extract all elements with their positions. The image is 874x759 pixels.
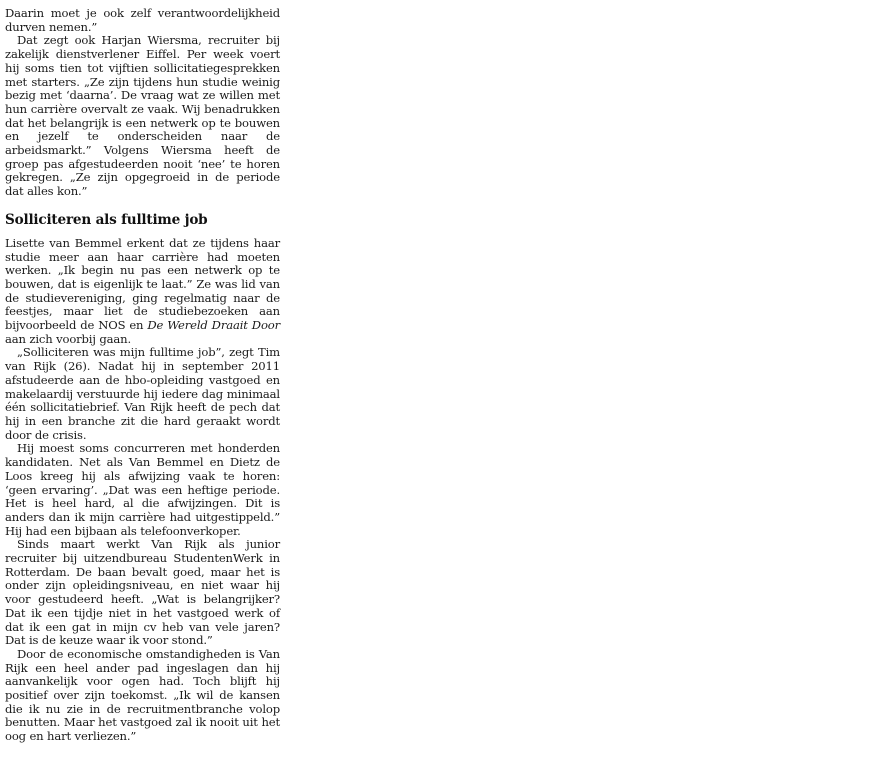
paragraph-intro-1: Daarin moet je ook zelf verantwoordelijkheid durven nemen.” <box>5 6 280 34</box>
paragraph-section-4: Sinds maart werkt Van Rijk als junior recruiter bij uitzendbureau StudentenWerk in Rotterdam. De baan bevalt goed, maar het is onder zijn opleidingsniveau, en niet waar hij voor gestudeerd heeft. „Wat is belangrijker? Dat ik een tijdje niet in het vastgoed werk of dat ik een gat in mijn cv heb van vele jaren? Dat is de keuze waar ik voor stond.” <box>5 537 280 648</box>
section-heading: Solliciteren als fulltime job <box>5 211 208 228</box>
paragraph-section-1-end: aan zich voorbij gaan. <box>5 331 131 346</box>
bottom-fade <box>0 745 290 759</box>
paragraph-section-5: Door de economische omstandigheden is Van Rijk een heel ander pad ingeslagen dan hij aanvankelijk voor ogen had. Toch blijft hij positief over zijn toekomst. „Ik wil de kansen die ik nu zie in de recruitmentbranche volop benutten. Maar het vastgoed zal ik nooit uit het oog en hart verliezen.” <box>5 646 280 744</box>
paragraph-section-3: Hij moest soms concurreren met honderden kandidaten. Net als Van Bemmel en Dietz de Loos kreeg hij als afwijzing vaak te horen: ‘geen ervaring’. „Dat was een heftige periode. Het is heel hard, al die afwijzingen. Dit is anders dan ik mijn carrière had uitgestippeld.” Hij had een bijbaan als telefoonverkoper. <box>5 441 280 538</box>
paragraph-intro-2: Dat zegt ook Harjan Wiersma, recruiter bij zakelijk dienstverlener Eiffel. Per week voert hij soms tien tot vijftien sollicitatiegesprekken met starters. „Ze zijn tijdens hun studie weinig bezig met ‘daarna’. De vraag wat ze willen met hun carrière overvalt ze vaak. Wij benadrukken dat het belangrijk is een netwerk op te bouwen en jezelf te onderscheiden naar de arbeidsmarkt.” Volgens Wiersma heeft de groep pas afgestudeerden nooit ‘nee’ te horen gekregen. „Ze zijn opgegroeid in de periode dat alles kon.” <box>5 33 280 199</box>
paragraph-section-1-start: Lisette van Bemmel erkent dat ze tijdens haar studie meer aan haar carrière had moeten werken. „Ik begin nu pas een netwerk op te bouwen, dat is eigenlijk te laat.” Ze was lid van de studievereniging, ging regelmatig naar de feestjes, maar liet de studiebezoeken aan bijvoorbeeld de NOS en <box>5 235 280 333</box>
program-title: De Wereld Draait Door <box>147 318 280 333</box>
paragraph-section-2: „Solliciteren was mijn fulltime job”, zegt Tim van Rijk (26). Nadat hij in september 2011 afstudeerde aan de hbo-opleiding vastgoed en makelaardij verstuurde hij iedere dag minimaal één sollicitatiebrief. Van Rijk heeft de pech dat hij in een branche zit die hard geraakt wordt door de crisis. <box>5 345 280 442</box>
article-column <box>5 7 280 744</box>
paragraph-section-1 <box>5 237 280 347</box>
